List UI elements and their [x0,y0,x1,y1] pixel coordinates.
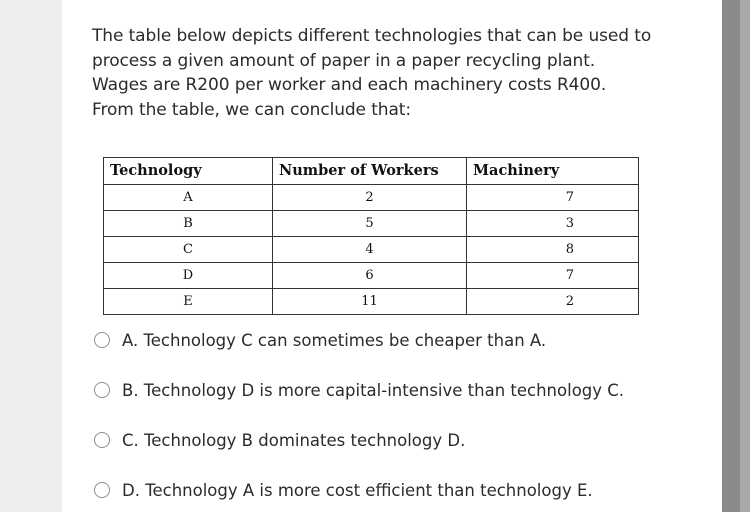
cell-workers: 5 [273,211,467,237]
cell-machinery: 3 [467,211,639,237]
technology-table [103,157,639,315]
cell-machinery: 7 [467,263,639,289]
table-header-row [104,158,639,185]
cell-technology: E [104,289,273,315]
scrollbar-thumb[interactable] [740,0,750,512]
option-label[interactable]: D. Technology A is more cost efficient than technology E. [122,480,593,500]
cell-technology: D [104,263,273,289]
radio-button[interactable] [94,432,110,448]
radio-button[interactable] [94,332,110,348]
cell-technology: A [104,185,273,211]
option-b[interactable] [94,378,624,402]
question-text: The table below depicts different technologies that can be used to process a given amount of paper in a paper recycling plant. Wages are R200 per worker and each machinery costs R400. From the table, we can conclude that: [92,26,652,120]
header-number-of-workers: Number of Workers [273,158,467,185]
cell-machinery: 8 [467,237,639,263]
option-d[interactable] [94,478,593,502]
cell-technology: B [104,211,273,237]
header-technology: Technology [104,158,273,185]
option-label[interactable]: B. Technology D is more capital-intensive than technology C. [122,380,625,400]
cell-machinery: 7 [467,185,639,211]
cell-workers: 2 [273,185,467,211]
option-label[interactable]: C. Technology B dominates technology D. [122,430,466,450]
radio-button[interactable] [94,382,110,398]
table-row [104,263,639,289]
cell-workers: 4 [273,237,467,263]
cell-technology: C [104,237,273,263]
table-row [104,211,639,237]
table-row [104,185,639,211]
page-left-gutter [0,0,62,512]
table-row [104,237,639,263]
option-label[interactable]: A. Technology C can sometimes be cheaper than A. [122,330,547,350]
cell-machinery: 2 [467,289,639,315]
table-row [104,289,639,315]
option-c[interactable] [94,428,465,452]
header-machinery: Machinery [467,158,639,185]
cell-workers: 11 [273,289,467,315]
cell-workers: 6 [273,263,467,289]
option-a[interactable] [94,328,546,352]
radio-button[interactable] [94,482,110,498]
